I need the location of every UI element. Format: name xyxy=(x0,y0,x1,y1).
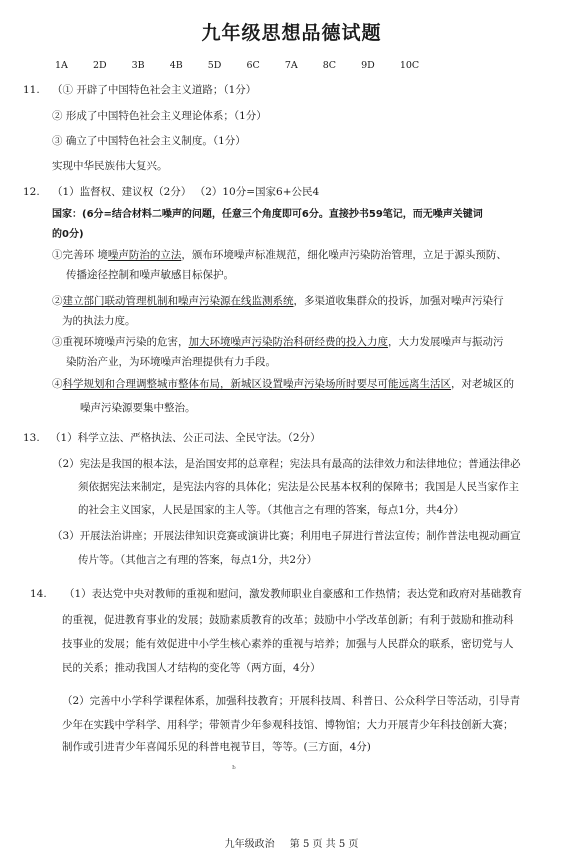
multiple-choice-answers xyxy=(55,60,441,71)
q12-point-2: ②建立部门联动管理机制和噪声污染源在线监测系统，多渠道收集群众的投诉，加强对噪声污染行 xyxy=(52,295,504,307)
q14-line: 技事业的发展；能有效促进中小学生核心素养的重视与培养；加强与人民群众的联系，密切党与人 xyxy=(62,638,514,650)
footer-subject: 九年级政治 xyxy=(224,839,275,850)
q13-line: （3）开展法治讲座；开展法律知识竞赛或演讲比赛；利用电子屏进行普法宣传；制作普法电视动画宣 xyxy=(52,530,521,542)
q14-line: （2）完善中小学科学课程体系，加强科技教育；开展科技周、科普日、公众科学日等活动，引导青 xyxy=(62,695,521,707)
q12-point-1: ①完善环 境噪声防治的立法，颁布环境噪声标准规范，细化噪声污染防治管理，立足于源头预防、 xyxy=(52,249,507,261)
question-number-11: 11. xyxy=(23,84,40,96)
page-title: 九年级思想品德试题 xyxy=(201,22,382,44)
q13-line: （2）宪法是我国的根本法，是治国安邦的总章程；宪法具有最高的法律效力和法律地位；普通法律必 xyxy=(52,458,521,470)
q14-line: 的重视，促进教育事业的发展；鼓励素质教育的改革；鼓励中小学改革创新；有利于鼓励和推动科 xyxy=(62,614,514,626)
q12-point-1-cont: 传播途径控制和噪声敏感目标保护。 xyxy=(66,269,234,281)
q14-line: （1）表达党中央对教师的重视和慰问，激发教师职业自豪感和工作热情；表达党和政府对基础教育 xyxy=(64,588,523,600)
q11-line: 实现中华民族伟大复兴。 xyxy=(52,160,168,172)
q12-point-3-cont: 染防治产业，为环境噪声治理提供有力手段。 xyxy=(66,356,276,368)
answer-item: 3B xyxy=(131,60,145,71)
q13-line: 的社会主义国家，人民是国家的主人等。（其他言之有理的答案，每点1分，共4分） xyxy=(78,504,465,516)
footer-page-number: 第 5 页 共 5 页 xyxy=(289,839,359,850)
q12-scoring-note: 的0分) xyxy=(52,229,84,240)
q12-point-3: ③重视环境噪声污染的危害，加大环境噪声污染防治科研经费的投入力度，大力发展噪声与振动污 xyxy=(52,336,504,348)
q13-line: （1）科学立法、严格执法、公正司法、全民守法。（2分） xyxy=(50,432,321,444)
q11-line: ② 形成了中国特色社会主义理论体系；（1分） xyxy=(52,110,267,122)
q13-line: 须依据宪法来制定，是宪法内容的具体化；宪法是公民基本权利的保障书；我国是人民当家作主 xyxy=(78,481,519,493)
q13-line: 传片等。（其他言之有理的答案，每点1分，共2分） xyxy=(78,554,318,566)
q12-point-4-cont: 噪声污染源要集中整治。 xyxy=(80,402,196,414)
answer-item: 10C xyxy=(399,60,420,71)
answer-item: 2D xyxy=(92,60,107,71)
q12-point-4: ④科学规划和合理调整城市整体布局，新城区设置噪声污染场所时要尽可能远离生活区，对老城区的 xyxy=(52,378,514,390)
q14-line: 制作或引进青少年喜闻乐见的科普电视节目，等等。(三方面，4分) xyxy=(62,741,371,753)
answer-item: 4B xyxy=(169,60,183,71)
q12-point-2-cont: 为的执法力度。 xyxy=(62,315,136,327)
answer-item: 9D xyxy=(361,60,375,71)
scan-speck: ь xyxy=(232,763,236,771)
answer-item: 1A xyxy=(55,60,68,71)
answer-item: 8C xyxy=(322,60,337,71)
answer-item: 7A xyxy=(284,60,298,71)
q11-line: ③ 确立了中国特色社会主义制度。（1分） xyxy=(52,135,246,147)
q14-line: 少年在实践中学科学、用科学；带领青少年参观科技馆、博物馆；大力开展青少年科技创新大赛； xyxy=(62,719,514,731)
question-number-14: 14. xyxy=(30,588,47,600)
answer-item: 5D xyxy=(207,60,222,71)
answer-item: 6C xyxy=(246,60,260,71)
question-number-13: 13. xyxy=(23,432,40,444)
question-number-12: 12. xyxy=(23,186,40,198)
page-footer xyxy=(0,835,583,850)
q12-scoring-note: 国家：(6分=结合材料二噪声的问题，任意三个角度即可6分。直接抄书59笔记，而无噪声关键词 xyxy=(52,209,483,220)
q14-line: 民的关系；推动我国人才结构的变化等（两方面，4分） xyxy=(62,662,321,674)
q12-line: （1）监督权、建议权（2分） （2）10分=国家6+公民4 xyxy=(52,186,320,198)
q11-line: （① 开辟了中国特色社会主义道路；（1分） xyxy=(52,84,257,96)
